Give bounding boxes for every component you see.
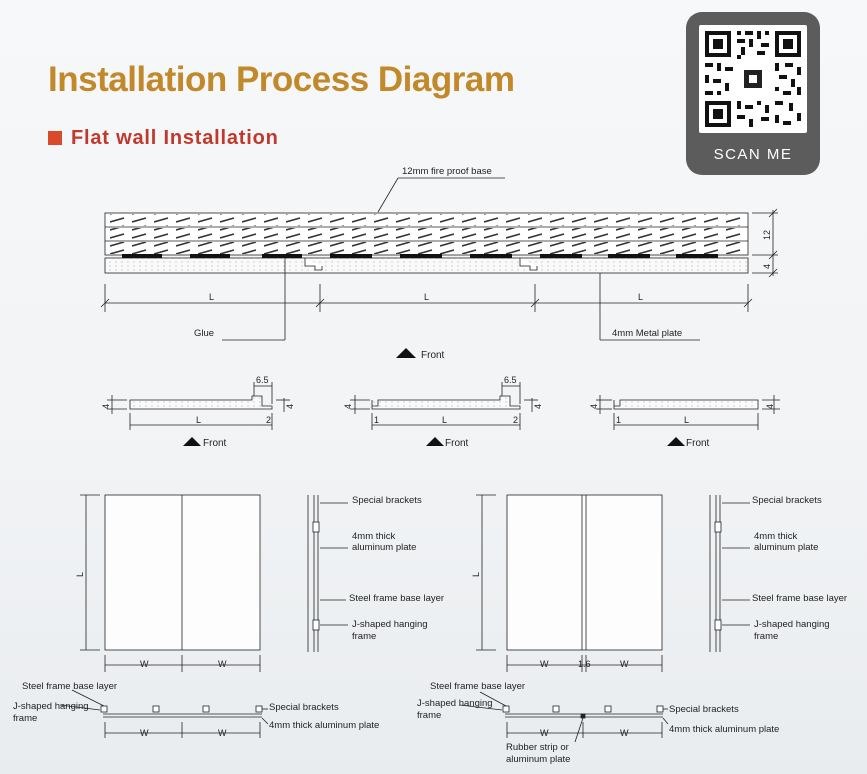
profile2-span-l: L [442, 415, 448, 425]
panel-right-height-l: L [471, 571, 481, 577]
front-label-2: Front [445, 438, 469, 449]
side-left-steel: Steel frame base layer [349, 593, 445, 604]
plan-right-steel: Steel frame base layer [430, 681, 526, 692]
section-view [101, 178, 778, 340]
plan-view-left [60, 690, 268, 738]
profile3-dim-1: 1 [616, 415, 622, 425]
span-l-label-1: L [209, 292, 215, 302]
side-right-plate-2: aluminum plate [754, 542, 819, 553]
glue-label: Glue [194, 328, 215, 339]
side-right-hanging-1: J-shaped hanging [754, 619, 830, 630]
plan-left-steel: Steel frame base layer [22, 681, 118, 692]
side-right-steel: Steel frame base layer [752, 593, 848, 604]
front-label-main: Front [421, 350, 445, 361]
profile1-dim-65: 6.5 [256, 375, 269, 385]
panel-right-gap: 1.6 [578, 659, 591, 669]
dim-4-label: 4 [762, 263, 772, 269]
side-left-brackets: Special brackets [352, 495, 422, 506]
profile1-dim-4: 4 [101, 403, 111, 409]
side-right-plate-1: 4mm thick [754, 531, 798, 542]
plan-right-rubber-2: aluminum plate [506, 754, 571, 765]
front-label-1: Front [203, 438, 227, 449]
profile3-dim-4r: 4 [765, 403, 775, 409]
dim-12-label: 12 [762, 229, 772, 240]
glue-strips [122, 254, 718, 258]
panel-left-width-w2: W [218, 659, 227, 669]
plan-right-w1: W [540, 728, 549, 738]
front-arrow-icon [396, 348, 416, 358]
profile3-span-l: L [684, 415, 690, 425]
plan-right-plate: 4mm thick aluminum plate [669, 724, 780, 735]
front-arrow-icon [426, 437, 444, 446]
plan-left-hanging-1: J-shaped hanging [13, 701, 89, 712]
plan-right-rubber-1: Rubber strip or [506, 742, 569, 753]
panel-left-height-l: L [75, 571, 85, 577]
front-label-3: Front [686, 438, 710, 449]
metal-plate-label: 4mm Metal plate [612, 328, 683, 339]
profile2-dim-65: 6.5 [504, 375, 517, 385]
plan-right-hanging-1: J-shaped hanging [417, 698, 493, 709]
side-left-plate-2: aluminum plate [352, 542, 417, 553]
profile1-span-l: L [196, 415, 202, 425]
panel-right-width-w2: W [620, 659, 629, 669]
plan-left-plate: 4mm thick aluminum plate [269, 720, 380, 731]
profile1-dim-4r: 4 [285, 403, 295, 409]
plan-left-w1: W [140, 728, 149, 738]
profile2-dim-4r: 4 [533, 403, 543, 409]
front-arrow-icon [667, 437, 685, 446]
plan-right-w2: W [620, 728, 629, 738]
span-l-label-2: L [424, 292, 430, 302]
profile2-dim-2: 2 [513, 415, 519, 425]
plan-left-hanging-2: frame [13, 713, 38, 724]
side-left-plate-1: 4mm thick [352, 531, 396, 542]
profile1-dim-2: 2 [266, 415, 272, 425]
profile2-dim-4: 4 [343, 403, 353, 409]
profile2-dim-1: 1 [374, 415, 380, 425]
section-subtitle: Flat wall Installation [71, 127, 279, 149]
panel-elevation-left [80, 495, 348, 672]
fireproof-base-label: 12mm fire proof base [402, 166, 492, 177]
front-arrow-icon [183, 437, 201, 446]
side-left-hanging-1: J-shaped hanging [352, 619, 428, 630]
page-title: Installation Process Diagram [48, 60, 515, 99]
plan-right-hanging-2: frame [417, 710, 442, 721]
plan-right-brackets: Special brackets [669, 704, 739, 715]
side-right-brackets: Special brackets [752, 495, 822, 506]
profile3-dim-4: 4 [589, 403, 599, 409]
side-right-hanging-2: frame [754, 631, 779, 642]
plan-left-w2: W [218, 728, 227, 738]
panel-elevation-right [476, 495, 750, 672]
qr-scan-label: SCAN ME [713, 146, 793, 163]
panel-left-width-w1: W [140, 659, 149, 669]
span-l-label-3: L [638, 292, 644, 302]
plan-left-brackets: Special brackets [269, 702, 339, 713]
panel-right-width-w1: W [540, 659, 549, 669]
side-left-hanging-2: frame [352, 631, 377, 642]
